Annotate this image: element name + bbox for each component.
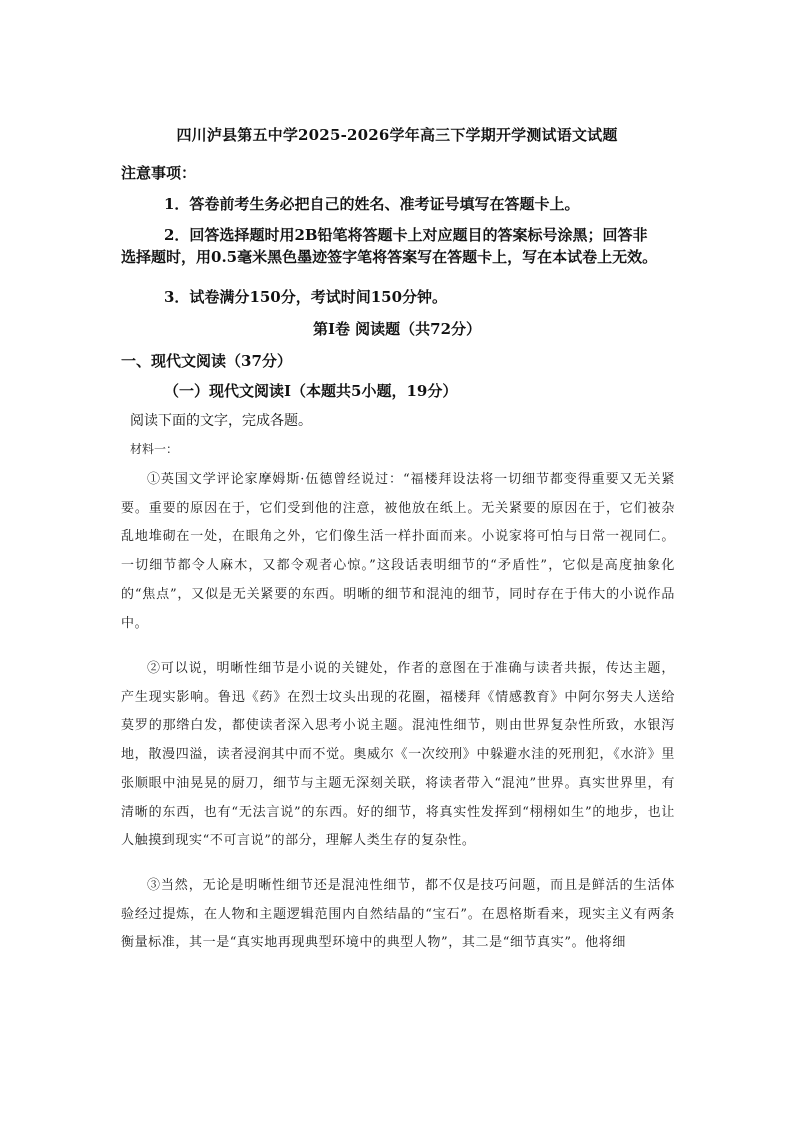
subsection-heading: （一）现代文阅读I（本题共5小题，19分） <box>164 382 458 400</box>
paragraph-3: ③当然，无论是明晰性细节还是混沌性细节，都不仅是技巧问题，而且是鲜活的生活体验经过提炼，在人物和主题逻辑范围内自然结晶的“宝石”。在恩格斯看来，现实主义有两条衡量标准，其一是“真实地再现典型环境中的典型人物”，其二是“细节真实”。他将细 <box>121 878 675 951</box>
notice-item-2-continued: 选择题时，用0.5毫米黑色墨迹签字笔将答案写在答题卡上，写在本试卷上无效。 <box>121 248 658 266</box>
notice-item-3: 3．试卷满分150分，考试时间150分钟。 <box>164 288 448 306</box>
notice-heading: 注意事项： <box>121 164 197 182</box>
paragraph-2: ②可以说，明晰性细节是小说的关键处，作者的意图在于准确与读者共振，传达主题，产生现实影响。鲁迅《药》在烈士坟头出现的花圈，福楼拜《情感教育》中阿尔努夫人送给莫罗的那绺白发，都使读者深入思考小说主题。混沌性细节，则由世界复杂性所致，水银泻地，散漫四溢，读者浸润其中而不觉。奥威尔《一次绞刑》中躲避水洼的死刑犯，《水浒》里张顺眼中油晃晃的厨刀，细节与主题无深刻关联，将读者带入“混沌”世界。真实世界里，有清晰的东西，也有“无法言说”的东西。好的细节，将真实性发挥到“栩栩如生”的地步，也让人触摸到现实“不可言说”的部分，理解人类生存的复杂性。 <box>121 661 675 849</box>
notice-item-2: 2．回答选择题时用2B铅笔将答题卡上对应题目的答案标号涂黑；回答非 <box>164 226 648 244</box>
material-label: 材料一： <box>130 442 179 456</box>
section-heading: 一、现代文阅读（37分） <box>121 352 292 370</box>
exam-title: 四川泸县第五中学2025-2026学年高三下学期开学测试语文试题 <box>176 126 618 144</box>
notice-item-1: 1．答卷前考生务必把自己的姓名、准考证号填写在答题卡上。 <box>164 195 580 213</box>
paragraph-1: ①英国文学评论家摩姆斯·伍德曾经说过：“福楼拜设法将一切细节都变得重要又无关紧要。重要的原因在于，它们受到他的注意，被他放在纸上。无关紧要的原因在于，它们被杂乱地堆砌在一处，在眼角之外，它们像生活一样扑面而来。小说家将可怕与日常一视同仁。一切细节都令人麻木，又都令观者心惊。”这段话表明细节的“矛盾性”，它似是高度抽象化的“焦点”，又似是无关紧要的东西。明晰的细节和混沌的细节，同时存在于伟大的小说作品中。 <box>121 472 675 631</box>
part-heading: 第I卷 阅读题（共72分） <box>312 320 482 338</box>
reading-instruction: 阅读下面的文字，完成各题。 <box>130 413 312 429</box>
